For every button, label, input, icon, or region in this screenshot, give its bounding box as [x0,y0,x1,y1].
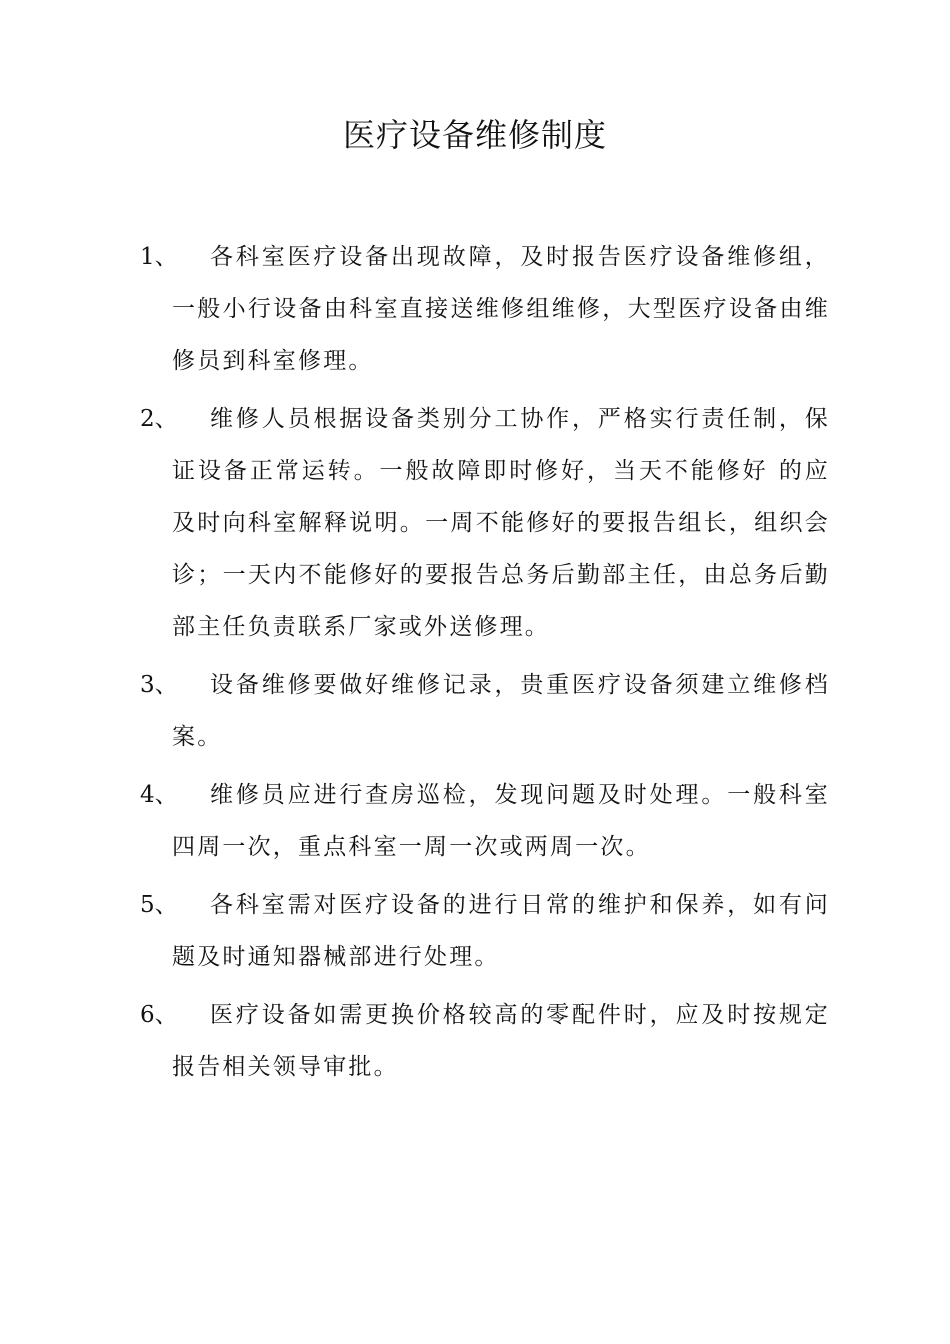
list-item [140,769,830,873]
item-text: 各科室医疗设备出现故障，及时报告医疗设备维修组，一般小行设备由科室直接送维修组维修，大型医疗设备由维修员到科室修理。 [172,244,830,374]
item-text: 维修员应进行查房巡检，发现问题及时处理。一般科室四周一次，重点科室一周一次或两周一次。 [172,782,830,860]
list-item [140,231,830,387]
item-text: 医疗设备如需更换价格较高的零配件时，应及时按规定报告相关领导审批。 [172,1002,830,1080]
page-title: 医疗设备维修制度 [342,116,607,154]
list-item [140,659,830,763]
rule-list [140,231,830,1099]
item-number: 3、 [140,672,178,698]
item-number: 2、 [140,406,178,432]
item-number: 6、 [140,1002,178,1028]
item-number: 1、 [140,244,178,270]
item-number: 5、 [140,892,178,918]
item-number: 4、 [140,782,178,808]
list-item [140,879,830,983]
item-text: 维修人员根据设备类别分工协作，严格实行责任制，保证设备正常运转。一般故障即时修好，当天不能修好 的应及时向科室解释说明。一周不能修好的要报告组长，组织会诊；一天内不能修好的要报告总务后勤部主任，由总务后勤部主任负责联系厂家或外送修理。 [172,406,830,640]
item-text: 各科室需对医疗设备的进行日常的维护和保养，如有问题及时通知器械部进行处理。 [172,892,830,970]
list-item [140,989,830,1093]
item-text: 设备维修要做好维修记录，贵重医疗设备须建立维修档案。 [172,672,830,750]
list-item [140,393,830,653]
